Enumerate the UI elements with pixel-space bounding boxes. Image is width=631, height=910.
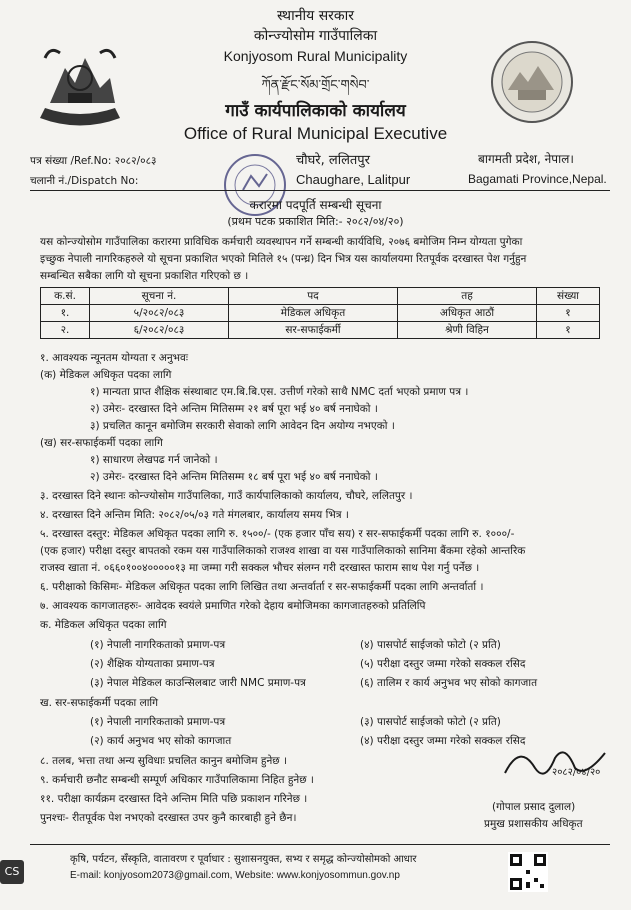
section-7: ७. आवश्यक कागजातहरुः- आवेदक स्वयंले प्रमाणित गरेको देहाय बमोजिमका कागजातहरुको प्रतिलिपि [40,600,426,612]
notice-title: करारमा पदपूर्ति सम्बन्धी सूचना [249,198,382,212]
section-11: ११. परीक्षा कार्यक्रम दरखास्त दिने अन्तिम मिति पछि प्रकाशन गरिनेछ । [40,793,308,805]
header-line-4: ཀོན་རྫོང་སོམ་གྲོང་གསེབ་ [261,78,370,93]
header-line-3: Konjyosom Rural Municipality [223,48,408,64]
table-cell: ६/२०८२/०८३ [90,322,229,339]
place-english: Chaughare, Lalitpur [296,172,411,187]
table-header: पद [229,288,398,305]
section-5-line-1: ५. दरखास्त दस्तुर: मेडिकल अधिकृत पदका लागि रु. १५००/- (एक हजार पाँच सय) र सर-सफाईकर्मी पदका लागि रु. १०००/- [40,528,515,540]
dispatch-number: चलानी नं./Dispatch No: [30,175,139,187]
ref-number: पत्र संख्या /Ref.No: २०८२/०८३ [30,155,157,167]
section-1a-item: ३) प्रचलित कानून बमोजिम सरकारी सेवाको लागि आवेदन दिन अयोग्य नभएको । [90,420,395,432]
table-header: सूचना नं. [90,288,229,305]
header-divider [30,190,610,191]
document-item: (२) शैक्षिक योग्यताका प्रमाण-पत्र [90,658,215,670]
footer-divider [30,844,610,845]
table-header-row [41,288,600,305]
qr-code-icon [508,852,548,892]
section-6: ६. परीक्षाको किसिमः- मेडिकल अधिकृत पदका लागि लिखित तथा अन्तर्वार्ता र सर-सफाईकर्मी पदका लागि अन्तर्वार्ता । [40,581,484,593]
table-header: तह [398,288,537,305]
header-line-1: स्थानीय सरकार [277,8,354,24]
document-item: (२) कार्य अनुभव भए सोको कागजात [90,735,232,747]
table-cell: मेडिकल अधिकृत [229,305,398,322]
document-item: (४) पासपोर्ट साईजको फोटो (२ प्रति) [360,639,501,651]
section-1a-item: २) उमेरः- दरखास्त दिने अन्तिम मितिसम्म २१ बर्ष पूरा भई ४० बर्ष ननाघेको । [90,403,378,415]
nepal-emblem-logo [30,38,130,133]
section-1a-heading: (क) मेडिकल अधिकृत पदका लागि [40,369,172,381]
table-header: संख्या [537,288,600,305]
table-cell: ५/२०८२/०८३ [90,305,229,322]
municipality-seal-logo [488,38,576,126]
section-1a-item: १) मान्यता प्राप्त शैक्षिक संस्थाबाट एम.बि.बि.एस. उत्तीर्ण गरेको साथै NMC दर्ता भएको प्रमाण पत्र । [90,386,469,398]
document-item: (३) नेपाल मेडिकल काउन्सिलबाट जारी NMC प्रमाण-पत्र [90,677,306,689]
province-english: Bagamati Province,Nepal. [468,172,607,186]
header-line-2: कोन्ज्योसोम गाउँपालिका [253,28,378,44]
header-line-5: गाउँ कार्यपालिकाको कार्यालय [225,101,406,121]
table-cell: १ [537,305,600,322]
footer-motto: कृषि, पर्यटन, सँस्कृति, वातावरण र पूर्वाधार : सुशासनयुक्त, सभ्य र समृद्ध कोन्ज्योसोमको आधार [70,854,417,865]
section-4: ४. दरखास्त दिने अन्तिम मिति: २०८२/०५/०३ गते मंगलबार, कार्यालय समय भित्र । [40,509,349,521]
postscript-note: पुनश्चः- रीतपूर्वक पेश नभएको दरखास्त उपर कुनै कारबाही हुने छैन। [40,812,297,824]
document-item: (१) नेपाली नागरिकताको प्रमाण-पत्र [90,639,226,651]
section-1b-item: १) साधारण लेखपढ गर्न जानेको । [90,454,218,466]
section-5-line-2: (एक हजार) परीक्षा दस्तुर बापतको रकम यस गाउँपालिकाको राजश्व शाखा वा यस गाउँपालिकाको सानिमा बैंकमा रहेको आन्तरिक [40,545,526,557]
section-1b-heading: (ख) सर-सफाईकर्मी पदका लागि [40,437,163,449]
header-line-6: Office of Rural Municipal Executive [183,124,448,143]
section-9: ९. कर्मचारी छनौट सम्बन्धी सम्पूर्ण अधिकार गाउँपालिकामा निहित हुनेछ । [40,774,314,786]
document-item: (३) पासपोर्ट साईजको फोटो (२ प्रति) [360,716,501,728]
table-header: क.सं. [41,288,90,305]
table-row [41,305,600,322]
footer-contact: E-mail: konjyosom2073@gmail.com, Website: www.konjyosommun.gov.np [70,870,400,881]
signatory-title: प्रमुख प्रशासकीय अधिकृत [484,818,583,830]
intro-line-2: इच्छुक नेपाली नागरिकहरुले यो सूचना प्रकाशित भएको मितिले १५ (पन्ध्र) दिन भित्र यस कार्यालयमा रितपूर्वक दरखास्त पेश गर्नुहुन [40,253,527,265]
place-nepali: चौघरे, ललितपुर [296,153,370,168]
section-7b-heading: ख. सर-सफाईकर्मी पदका लागि [40,697,159,709]
table-cell: २. [41,322,90,339]
camscanner-badge: CS [0,860,24,884]
document-item: (१) नेपाली नागरिकताको प्रमाण-पत्र [90,716,226,728]
province-nepali: बागमती प्रदेश, नेपाल। [478,152,574,166]
table-cell: अधिकृत आठौं [398,305,537,322]
table-cell: १. [41,305,90,322]
section-1b-item: २) उमेरः- दरखास्त दिने अन्तिम मितिसम्म १८ बर्ष पूरा भई ४० बर्ष ननाघेको । [90,471,378,483]
table-cell: सर-सफाईकर्मी [229,322,398,339]
signatory-name: (गोपाल प्रसाद दुलाल) [492,801,576,813]
section-1-heading: १. आवश्यक न्यूनतम योग्यता र अनुभवः [40,352,188,364]
document-item: (४) परीक्षा दस्तुर जम्मा गरेको सक्कल रसिद [360,735,526,747]
intro-line-3: सम्बन्धित सबैका लागि यो सूचना प्रकाशित गरिएको छ । [40,270,249,282]
table-cell: १ [537,322,600,339]
signature-date: २०८२/०४/२० [552,767,601,778]
signature-scribble [500,738,610,788]
document-item: (५) परीक्षा दस्तुर जम्मा गरेको सक्कल रसिद [360,658,526,670]
table-cell: श्रेणी विहिन [398,322,537,339]
section-5-line-3: राजस्व खाता नं. ०६६०१००४०००००१३ मा जम्मा गरी सक्कल भौचर संलग्न गरी दरखास्त फाराम साथ पेश गर्नु पर्नेछ । [40,562,480,574]
table-row [41,322,600,339]
section-7a-heading: क. मेडिकल अधिकृत पदका लागि [40,619,167,631]
document-item: (६) तालिम र कार्य अनुभव भए सोको कागजात [360,677,538,689]
notice-subtitle: (प्रथम पटक प्रकाशित मिति:- २०८२/०४/२०) [227,215,404,228]
vacancy-table [40,287,600,339]
intro-line-1: यस कोन्ज्योसोम गाउँपालिका करारमा प्राविधिक कर्मचारी व्यवस्थापन गर्ने सम्बन्धी कार्यविधि, २०७६ बमोजिम निम्न योग्यता पुगेका [40,236,523,248]
section-3: ३. दरखास्त दिने स्थानः कोन्ज्योसोम गाउँपालिका, गाउँ कार्यपालिकाको कार्यालय, चौघरे, ललितपुर । [40,490,413,502]
section-8: ८. तलब, भत्ता तथा अन्य सुविधाः प्रचलित कानुन बमोजिम हुनेछ । [40,755,287,767]
